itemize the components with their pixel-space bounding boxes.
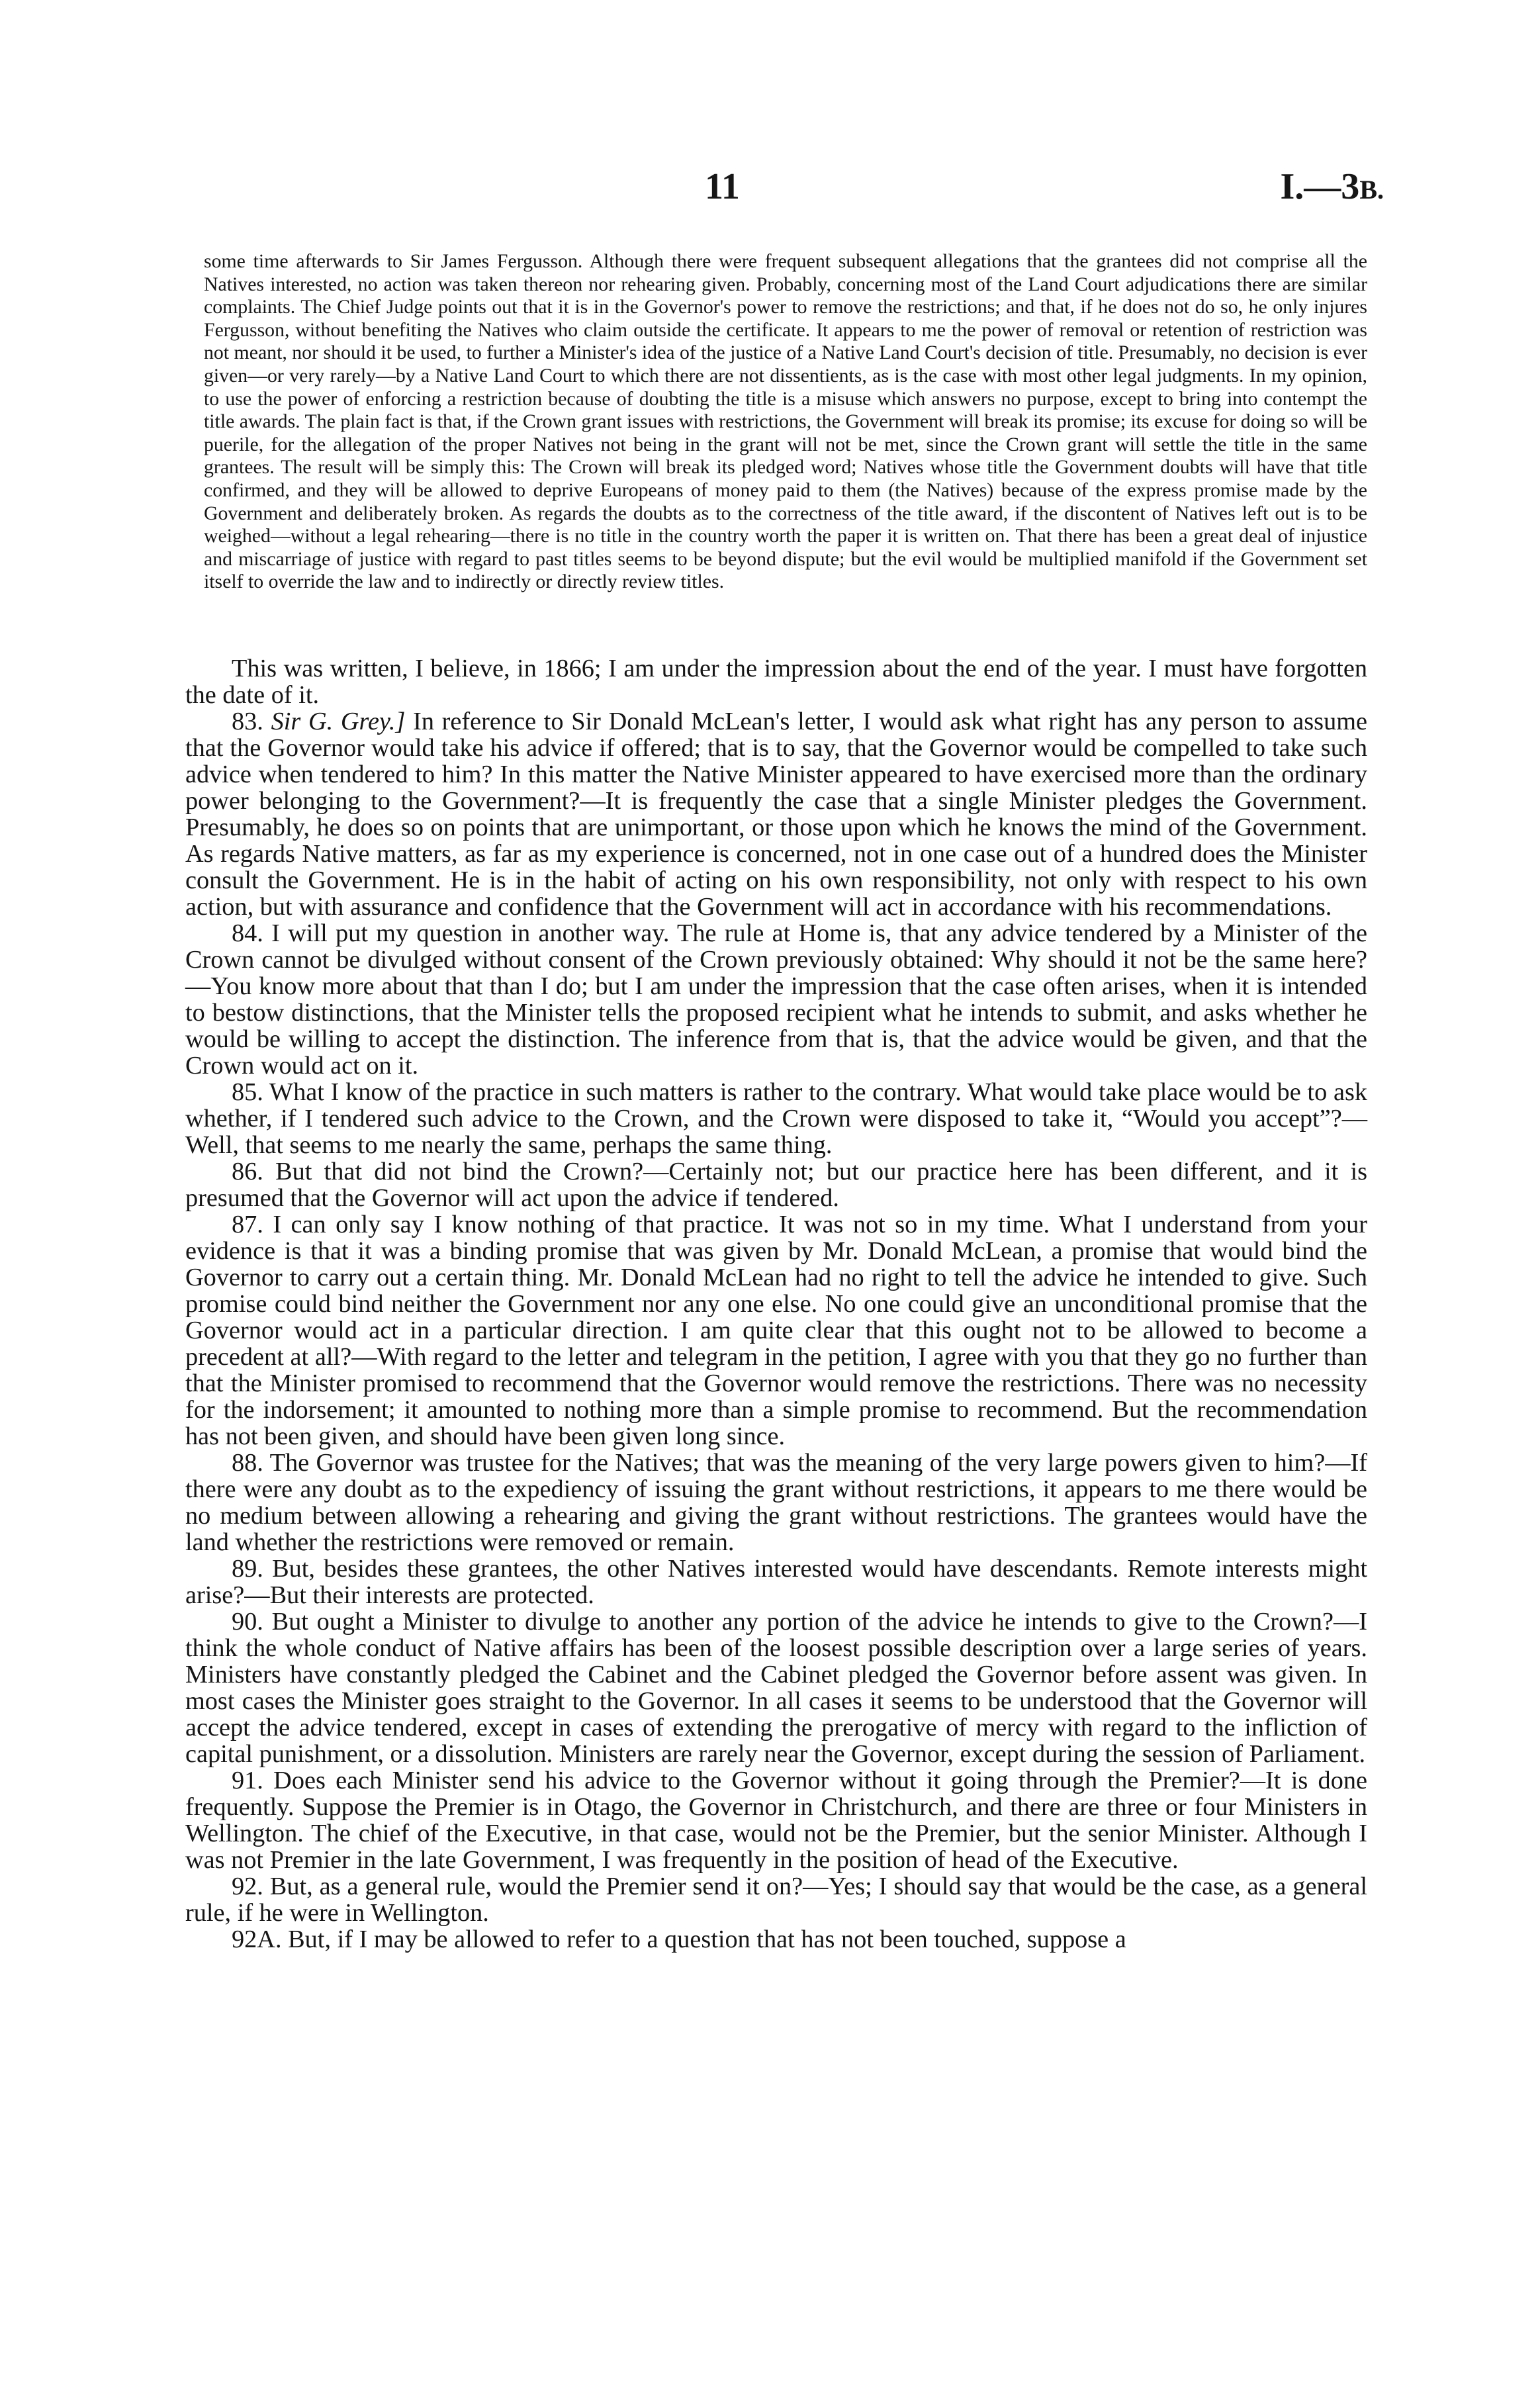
question-92	[185, 1873, 1367, 1926]
paragraph-text: In reference to Sir Donald McLean's letter, I would ask what right has any person to assume that the Governor would take his advice if offered; that is to say, that the Governor would be compelled to take such advice when tendered to him? In this matter the Native Minister appeared to have exercised more than the ordinary power belonging to the Government?—It is frequently the case that a single Minister pledges the Government. Presumably, he does so on points that are unimportant, or those upon which he knows the mind of the Government. As regards Native matters, as far as my experience is concerned, not in one case out of a hundred does the Minister consult the Government. He is in the habit of acting on his own responsibility, not only with respect to his own action, but with assurance and confidence that the Government will act in accordance with his recommendations.	[185, 708, 1368, 921]
paragraph-text: I will put my question in another way. The rule at Home is, that any advice tendered by a Minister of the Crown cannot be divulged without consent of the Crown previously obtained: Why should it not be the same here?—You know more about that than I do; but I am under the impression that the case often arises, when it is intended to bestow distinctions, that the Minister tells the proposed recipient what he intends to submit, and asks whether he would be willing to accept the distinction. The inference from that is, that the advice would be given, and that the Crown would act on it.	[185, 919, 1368, 1080]
paragraph-text: This was written, I believe, in 1866; I am under the impression about the end of the year. I must have forgotten the date of it.	[185, 655, 1367, 709]
question-number: 92A.	[232, 1925, 282, 1953]
question-number: 84.	[232, 919, 263, 947]
paragraph-text: But, as a general rule, would the Premier send it on?—Yes; I should say that would be the case, as a general rule, if he were in Wellington.	[185, 1873, 1367, 1927]
question-85	[185, 1079, 1367, 1158]
question-number: 83.	[232, 708, 263, 735]
question-86	[185, 1158, 1367, 1211]
paragraph-text: But that did not bind the Crown?—Certainly not; but our practice here has been different, and it is presumed that the Governor will act upon the advice if tendered.	[185, 1158, 1368, 1212]
question-84	[185, 920, 1367, 1079]
question-88	[185, 1450, 1367, 1555]
question-number: 87.	[232, 1211, 263, 1238]
paragraph-text: Does each Minister send his advice to the Governor without it going through the Premier?—It is done frequently. Suppose the Premier is in Otago, the Governor in Christchurch, and there are three or four Ministers in Wellington. The chief of the Executive, in that case, would not be the Premier, but the senior Minister. Although I was not Premier in the late Government, I was frequently in the position of head of the Executive.	[185, 1767, 1367, 1874]
quoted-paragraph: some time afterwards to Sir James Fergusson. Although there were frequent subsequent allegations that the grantees did not comprise all the Natives interested, no action was taken thereon nor rehearing given. Probably, concerning most of the Land Court adjudications there are similar complaints. The Chief Judge points out that it is in the Governor's power to remove the restrictions; and that, if he does not do so, he only injures Fergusson, without benefiting the Natives who claim outside the certificate. It appears to me the power of removal or retention of restriction was not meant, nor should it be used, to further a Minister's idea of the justice of a Native Land Court's decision of title. Presumably, no decision is ever given—or very rarely—by a Native Land Court to which there are not dissentients, as is the case with most other legal judgments. In my opinion, to use the power of enforcing a restriction because of doubting the title is a misuse which answers no purpose, except to bring into contempt the title awards. The plain fact is that, if the Crown grant issues with restrictions, the Government will break its promise; its excuse for doing so will be puerile, for the allegation of the proper Natives not being in the grant will not be met, since the Crown grant will settle the title in the same grantees. The result will be simply this: The Crown will break its pledged word; Natives whose title the Government doubts will have that title confirmed, and they will be allowed to deprive Europeans of money paid to them (the Natives) because of the express promise made by the Government and deliberately broken. As regards the doubts as to the correctness of the title award, if the discontent of Natives left out is to be weighed—without a legal rehearing—there is no title in the country worth the paper it is written on. That there has been a great deal of injustice and miscarriage of justice with regard to past titles seems to be beyond dispute; but the evil would be multiplied manifold if the Government set itself to override the law and to indirectly or directly review titles.	[204, 250, 1367, 593]
paragraph-text: But, besides these grantees, the other Natives interested would have descendants. Remote interests might arise?—But their interests are protected.	[185, 1555, 1367, 1609]
document-reference	[1281, 165, 1384, 208]
question-number: 85.	[232, 1078, 263, 1106]
paragraph-text: What I know of the practice in such matters is rather to the contrary. What would take place would be to ask whether, if I tendered such advice to the Crown, and the Crown were disposed to take it, “Would you accept”?—Well, that seems to me nearly the same, perhaps the same thing.	[185, 1078, 1367, 1159]
question-83	[185, 708, 1367, 920]
question-number: 92.	[232, 1873, 263, 1900]
paragraph-text: But, if I may be allowed to refer to a question that has not been touched, suppose a	[288, 1925, 1126, 1953]
page-number: 11	[705, 166, 740, 207]
speaker-name: Sir G. Grey.]	[271, 708, 406, 735]
doc-ref-suffix: B.	[1359, 175, 1384, 205]
paragraph-text: But ought a Minister to divulge to another any portion of the advice he intends to give to the Crown?—I think the whole conduct of Native affairs has been of the loosest possible description over a large series of years. Ministers have constantly pledged the Cabinet and the Cabinet pledged the Governor before assent was given. In most cases the Minister goes straight to the Governor. In all cases it seems to be understood that the Governor will accept the advice tendered, except in cases of extending the prerogative of mercy with regard to the infliction of capital punishment, or a dissolution. Ministers are rarely near the Governor, except during the session of Parliament.	[185, 1608, 1367, 1768]
question-number: 86.	[232, 1158, 263, 1185]
doc-ref-main: I.—3	[1280, 166, 1360, 207]
question-number: 89.	[232, 1555, 263, 1583]
question-89	[185, 1555, 1367, 1608]
quoted-extract	[204, 250, 1367, 594]
question-92a	[185, 1926, 1367, 1953]
question-90	[185, 1608, 1367, 1767]
paragraph-text: I can only say I know nothing of that practice. It was not so in my time. What I understand from your evidence is that it was a binding promise that was given by Mr. Donald McLean, a promise that would bind the Governor to carry out a certain thing. Mr. Donald McLean had no right to tell the advice he intended to give. Such promise could bind neither the Government nor any one else. No one could give an unconditional promise that the Governor would act in a particular direction. I am quite clear that this ought not to be allowed to become a precedent at all?—With regard to the letter and telegram in the petition, I agree with you that they go no further than that the Minister promised to recommend that the Governor would remove the restrictions. There was no necessity for the indorsement; it amounted to nothing more than a simple promise to recommend. But the recommendation has not been given, and should have been given long since.	[185, 1211, 1367, 1450]
question-number: 91.	[232, 1767, 263, 1794]
question-91	[185, 1767, 1367, 1873]
evidence-body	[185, 655, 1367, 1953]
paragraph-intro	[185, 655, 1367, 708]
question-87	[185, 1211, 1367, 1450]
question-number: 90.	[232, 1608, 263, 1636]
paragraph-text: The Governor was trustee for the Natives; that was the meaning of the very large powers given to him?—If there were any doubt as to the expediency of issuing the grant without restrictions, it appears to me there would be no medium between allowing a rehearing and giving the grant without restrictions. The grantees would have the land whether the restrictions were removed or remain.	[185, 1449, 1367, 1556]
question-number: 88.	[232, 1449, 263, 1477]
